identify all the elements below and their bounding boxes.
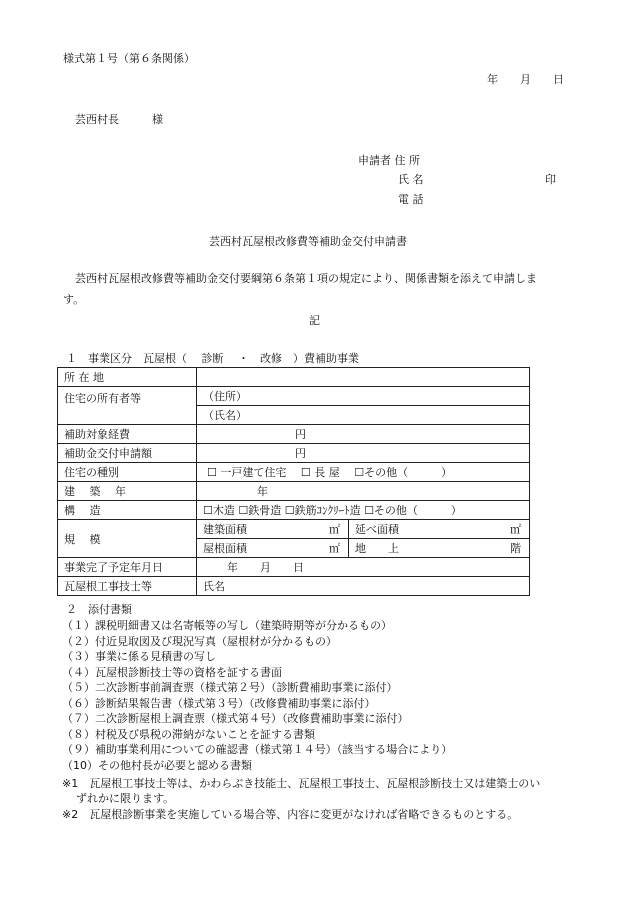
- section-2-heading: ２ 添付書類: [66, 603, 132, 616]
- list-item: （10）その他村長が必要と認める書類: [62, 758, 252, 772]
- applicant-phone-label: 電 話: [398, 193, 424, 206]
- house-type-options[interactable]: ☐ 一戸建て住宅 ☐ 長 屋 ☐その他（ ）: [197, 463, 530, 482]
- section-1-heading: １ 事業区分 瓦屋根（ 診断 ・ 改修 ）費補助事業: [66, 352, 359, 365]
- completion-label: 事業完了予定年月日: [58, 558, 197, 577]
- table-row: [58, 463, 530, 482]
- seal-mark: 印: [545, 173, 556, 186]
- scale-label: 規 模: [58, 520, 197, 558]
- structure-options[interactable]: ☐木造 ☐鉄骨造 ☐鉄筋ｺﾝｸﾘｰﾄ造 ☐その他（ ）: [197, 501, 530, 520]
- form-number: 様式第１号（第６条関係）: [63, 52, 195, 65]
- building-area-label: 建築面積: [203, 523, 247, 536]
- document-title: 芸西村瓦屋根改修費等補助金交付申請書: [209, 235, 407, 248]
- location-value[interactable]: [197, 368, 530, 387]
- table-row: [58, 520, 530, 539]
- built-year-value[interactable]: [197, 482, 530, 501]
- request-label: 補助金交付申請額: [58, 444, 197, 463]
- floor-area-label: 延べ面積: [355, 523, 399, 536]
- table-row: [58, 387, 530, 406]
- note-1-line-2: ずれかに限ります。: [76, 792, 175, 805]
- body-text-line-1: 芸西村瓦屋根改修費等補助金交付要綱第６条第１項の規定により、関係書類を添えて申請しま: [75, 272, 537, 285]
- floor-area-cell[interactable]: [349, 520, 530, 539]
- owner-name[interactable]: （氏名）: [197, 406, 530, 425]
- technician-label: 瓦屋根工事技士等: [58, 577, 197, 596]
- completion-date-placeholder: 年 月 日: [227, 561, 304, 574]
- owner-address[interactable]: （住所）: [197, 387, 530, 406]
- note-1-line-1: ※1 瓦屋根工事技士等は、かわらぶき技能士、瓦屋根工事技士、瓦屋根診断技士又は建築士のい: [62, 777, 541, 790]
- building-area-cell[interactable]: [197, 520, 349, 539]
- list-item: （３）事業に係る見積書の写し: [62, 650, 216, 663]
- table-row: [58, 444, 530, 463]
- floors-cell[interactable]: [349, 539, 530, 558]
- list-item: （５）二次診断事前調査票（様式第２号）（診断費補助事業に添付）: [62, 681, 398, 694]
- application-table: [57, 367, 530, 596]
- body-text-line-2: す。: [63, 293, 85, 306]
- date-line: 年 月 日: [487, 73, 564, 86]
- table-row: [58, 368, 530, 387]
- table-row: [58, 558, 530, 577]
- request-value[interactable]: [197, 444, 530, 463]
- table-row: [58, 501, 530, 520]
- sqm-unit: ㎡: [329, 542, 340, 555]
- list-item: （６）診断結果報告書（様式第３号）（改修費補助事業に添付）: [62, 696, 376, 710]
- above-ground-label: 地 上: [355, 542, 399, 555]
- attachments-list: [62, 618, 452, 773]
- roof-area-cell[interactable]: [197, 539, 349, 558]
- note-1: [62, 776, 540, 806]
- owner-label: 住宅の所有者等: [58, 387, 197, 425]
- technician-name[interactable]: 氏名: [197, 577, 530, 596]
- completion-value[interactable]: [197, 558, 530, 577]
- applicant-name-label: 氏 名: [398, 173, 424, 186]
- list-item: （２）付近見取図及び現況写真（屋根材が分かるもの）: [62, 634, 337, 648]
- cost-value[interactable]: [197, 425, 530, 444]
- built-year-label: 建 築 年: [58, 482, 197, 501]
- table-row: [58, 425, 530, 444]
- house-type-label: 住宅の種別: [58, 463, 197, 482]
- table-row: [58, 482, 530, 501]
- list-item: （８）村税及び県税の滞納がないことを証する書類: [62, 727, 315, 741]
- list-item: （４）瓦屋根診断技士等の資格を証する書面: [62, 665, 282, 679]
- roof-area-label: 屋根面積: [203, 542, 247, 555]
- cost-label: 補助対象経費: [58, 425, 197, 444]
- note-2: ※2 瓦屋根診断事業を実施している場合等、内容に変更がなければ省略できるものとする。: [62, 808, 519, 821]
- structure-label: 構 造: [58, 501, 197, 520]
- cost-unit: 円: [295, 428, 306, 441]
- addressee: 芸西村長 様: [75, 113, 163, 126]
- sqm-unit: ㎡: [329, 523, 340, 536]
- list-item: （１）課税明細書又は名寄帳等の写し（建築時期等が分かるもの）: [62, 619, 392, 632]
- ki-heading: 記: [309, 314, 320, 327]
- built-year-unit: 年: [257, 485, 268, 498]
- request-unit: 円: [295, 447, 306, 460]
- table-row: [58, 577, 530, 596]
- list-item: （９）補助事業利用についての確認書（様式第１４号）（該当する場合により）: [62, 743, 453, 756]
- sqm-unit: ㎡: [510, 523, 521, 536]
- location-label: 所 在 地: [58, 368, 197, 387]
- list-item: （７）二次診断屋根上調査票（様式第４号）（改修費補助事業に添付）: [62, 712, 409, 725]
- applicant-address-label: 申請者 住 所: [358, 154, 420, 167]
- floors-unit: 階: [510, 542, 521, 555]
